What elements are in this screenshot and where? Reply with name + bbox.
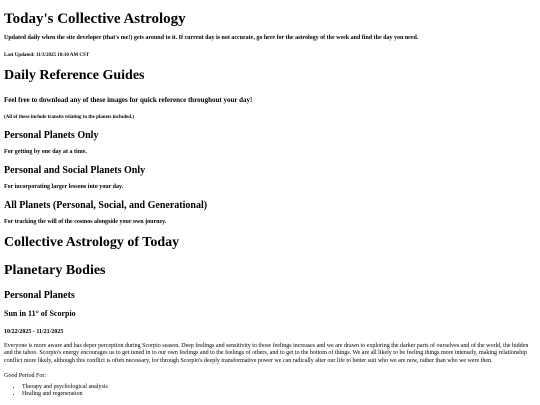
last-updated-timestamp: Last Updated: 11/3/2025 10:10 AM CST — [4, 53, 90, 58]
list-item: • Therapy and psychological analysis — [22, 384, 536, 391]
update-notice: Updated daily when the site developer (that's me!) gets around to it. If current day is not accurate, go here for the astrology of the week and find the day you need. — [4, 35, 419, 41]
guide-personal-social-desc: For incorporating larger lessons into your day. — [4, 183, 124, 190]
guide-all-planets-link[interactable]: All Planets (Personal, Social, and Generational) — [4, 199, 208, 211]
list-item: • Healing and regeneration — [22, 391, 536, 398]
guides-note: (All of these include transits relating to the planets included.) — [4, 114, 134, 120]
page-title: Today's Collective Astrology — [4, 11, 186, 27]
collective-heading: Collective Astrology of Today — [4, 234, 180, 250]
guide-personal-planets-link[interactable]: Personal Planets Only — [4, 129, 99, 141]
sun-date-range: 10/22/2025 - 11/21/2025 — [4, 328, 64, 335]
guides-heading: Daily Reference Guides — [4, 68, 145, 83]
good-period-list — [4, 384, 536, 398]
planetary-bodies-heading: Planetary Bodies — [4, 262, 106, 278]
sun-position-heading: Sun in 11° of Scorpio — [4, 309, 76, 319]
guide-all-planets-desc: For tracking the will of the cosmos alongside your own journey. — [4, 218, 167, 225]
sun-description: Everyone is more aware and has deper perception during Scorpio season. Deep feelings and sensitivity to those feelings increases and we are drawn to exploring the darker parts of ourselves and of the world, the hidden and the taboo. Scorpio's energy encourages us to get tuned in to our own feelings and to the feelings of others, and to get to the bottom of things. We are all likely to be feeling things more intensely, making relationship conflict more likely, although this conflict is often necessary, for through Scorpio's deeply transformative power we can radically alter our life to better suit who we are now, rather than who we were then. — [4, 342, 529, 364]
good-period-label: Good Period For: — [4, 373, 46, 380]
guide-personal-social-link[interactable]: Personal and Social Planets Only — [4, 164, 146, 176]
guides-subtitle: Feel free to download any of these images for quick reference throughout your day! — [4, 95, 253, 104]
guide-personal-planets-desc: For getting by one day at a time. — [4, 148, 87, 155]
personal-planets-heading: Personal Planets — [4, 290, 75, 302]
